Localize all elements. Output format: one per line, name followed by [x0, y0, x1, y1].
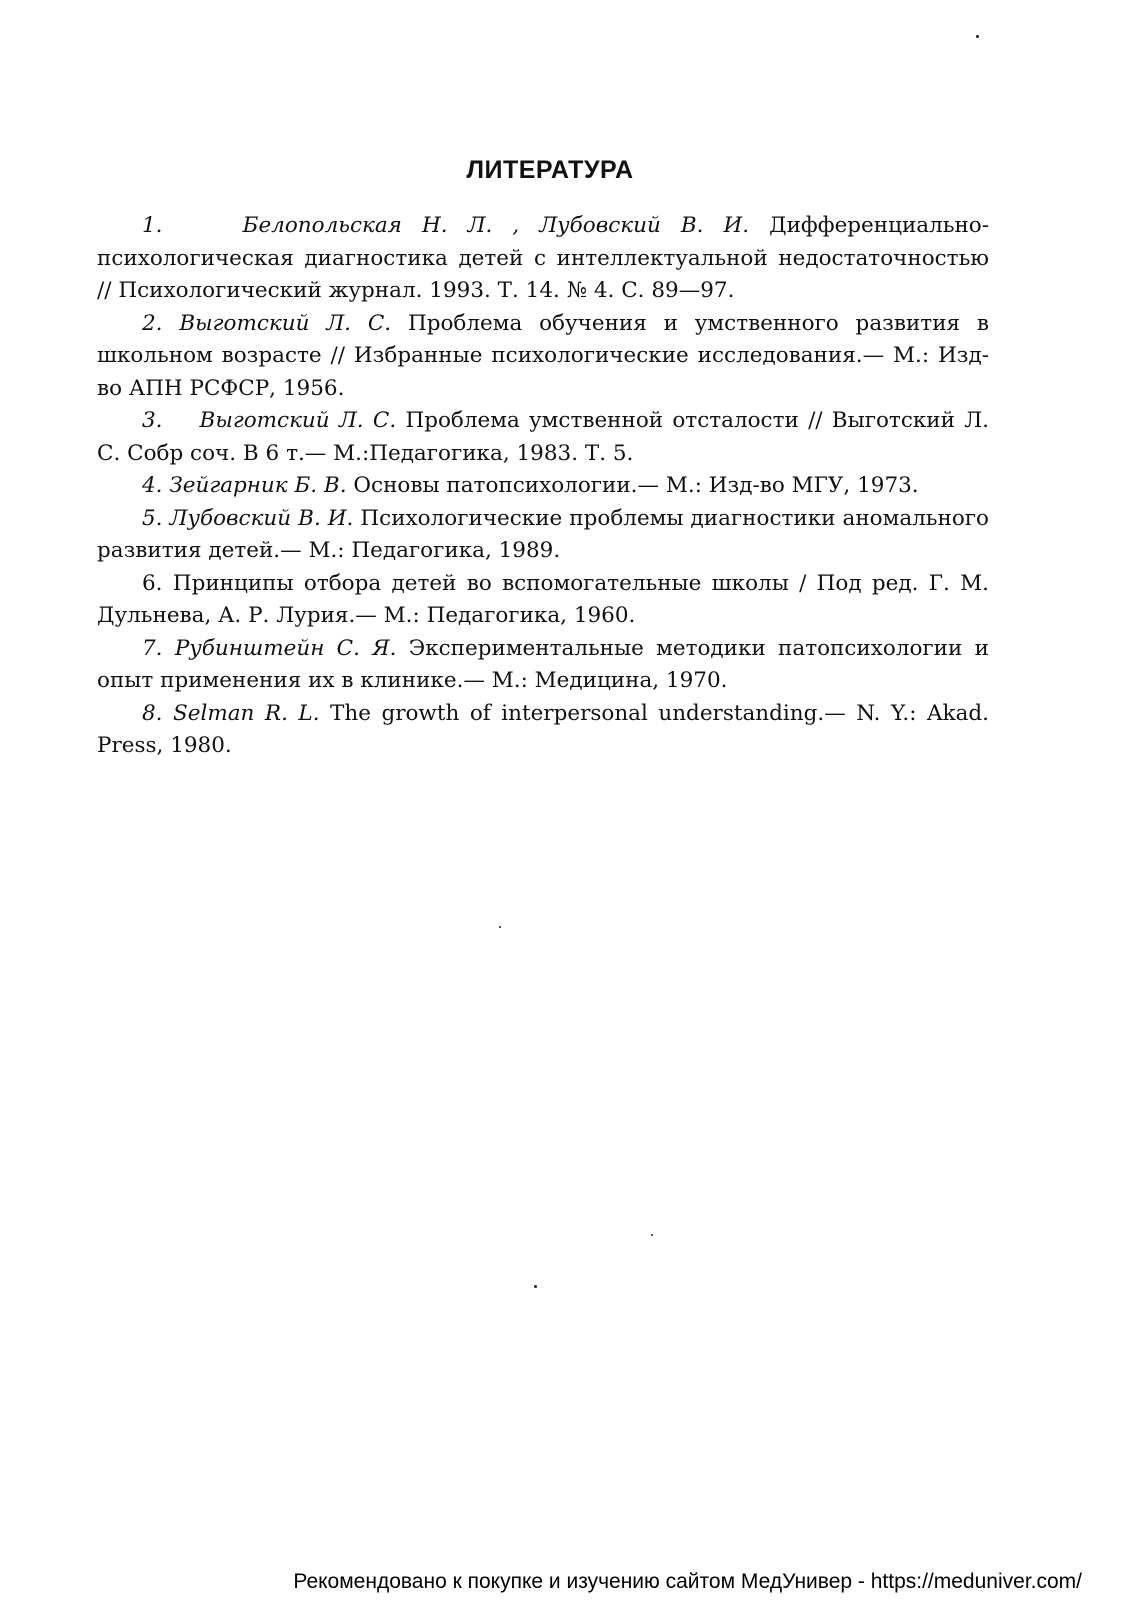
reference-text: Проблема обучения и умственного развития в школьном возрасте // Избранные психологические исследования.— М.: Изд-во АПН РСФСР, 1956. [97, 310, 990, 401]
reference-number: 6. [142, 570, 163, 596]
reference-author: Лубовский В. И. [169, 505, 354, 531]
reference-item [97, 568, 989, 633]
reference-list [97, 210, 989, 763]
reference-author: Белопольская Н. Л. , Лубовский В. И. [242, 213, 750, 238]
footer-note: Рекомендовано к покупке и изучению сайтом МедУнивер - https://meduniver.com/ [293, 1570, 1082, 1593]
reference-author: Выготский Л. С. [199, 408, 397, 433]
reference-item [97, 503, 989, 568]
reference-text: Психологические проблемы диагностики аномального развития детей.— М.: Педагогика, 1989. [97, 505, 989, 563]
reference-author: Выготский Л. С. [179, 310, 392, 336]
reference-number: 3. [142, 408, 163, 433]
reference-text: Дифференциально-психологическая диагностика детей с интеллектуальной недостаточностью // Психологический журнал. 1993. Т. 14. № 4. С. 89—97. [97, 213, 989, 303]
reference-number: 4. [142, 473, 163, 498]
reference-text: Экспериментальные методики патопсихологии и опыт применения их в клинике.— М.: Медицина, 1970. [97, 635, 989, 693]
reference-text: Основы патопсихологии.— М.: Изд-во МГУ, 1973. [353, 473, 919, 498]
reference-number: 1. [142, 213, 163, 238]
scan-speck [534, 1285, 537, 1288]
reference-author: Зейгарник Б. В. [169, 473, 347, 498]
reference-item [97, 633, 989, 698]
scan-speck [499, 926, 501, 928]
reference-number: 7. [142, 635, 163, 661]
reference-author: Рубинштейн С. Я. [174, 635, 397, 661]
reference-item [97, 405, 989, 470]
reference-item [97, 210, 989, 308]
scan-speck [651, 1234, 653, 1236]
reference-text: Принципы отбора детей во вспомогательные школы / Под ред. Г. М. Дульнева, А. Р. Лурия.— М.: Педагогика, 1960. [97, 570, 989, 628]
reference-author: Selman R. L. [173, 700, 320, 726]
reference-item [97, 470, 989, 503]
reference-item [97, 698, 989, 763]
scan-speck [976, 35, 979, 38]
reference-number: 5. [142, 505, 163, 531]
reference-number: 2. [142, 310, 163, 336]
reference-number: 8. [142, 700, 163, 726]
page-title: ЛИТЕРАТУРА [466, 156, 634, 184]
reference-text: The growth of interpersonal understanding.— N. Y.: Akad. Press, 1980. [97, 700, 989, 758]
reference-item [97, 308, 989, 406]
reference-text: Проблема умственной отсталости // Выготский Л. С. Собр соч. В 6 т.— М.:Педагогика, 1983. Т. 5. [97, 408, 989, 466]
